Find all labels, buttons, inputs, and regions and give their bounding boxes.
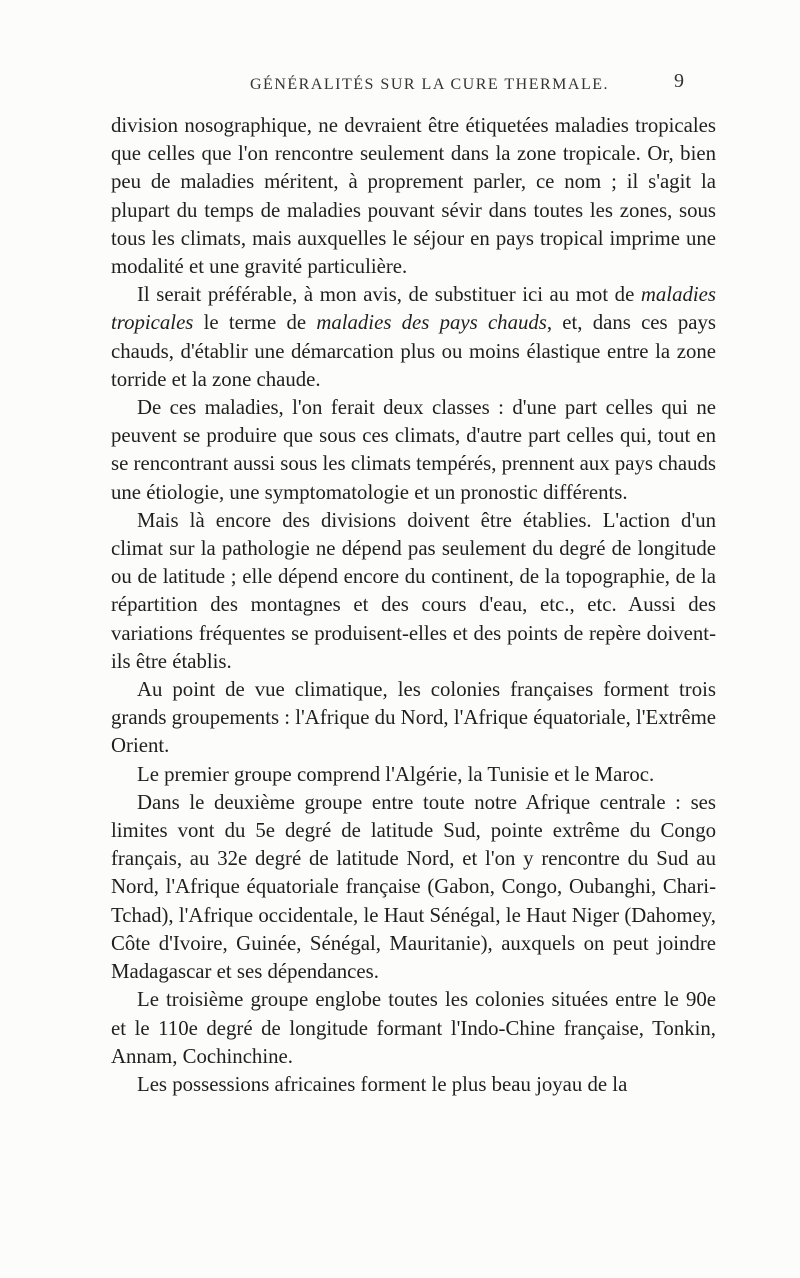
page-number: 9 xyxy=(674,70,684,92)
paragraph-2 xyxy=(111,281,716,394)
paragraph-2-end: , et, dans ces pays chauds, d'établir une démarcation plus ou moins élastique entre la zone torride et la zone chaude. xyxy=(111,311,716,391)
paragraph-2-start: Il serait préférable, à mon avis, de substituer ici au mot de xyxy=(137,283,641,307)
paragraph-9: Les possessions africaines forment le plus beau joyau de la xyxy=(137,1072,628,1096)
italic-term-pays-chauds: maladies des pays chauds xyxy=(316,311,547,335)
italic-term-tropical: maladies tropicales xyxy=(111,283,716,335)
paragraph-6: Le premier groupe comprend l'Algérie, la Tunisie et le Maroc. xyxy=(137,762,655,786)
paragraph-3: De ces maladies, l'on ferait deux classes : d'une part celles qui ne peuvent se produire que sous ces climats, d'autre part celles qui, tout en se rencontrant aussi sous les climats tempérés, prennent aux pays chauds une étiologie, une symptomatologie et un pronostic différents. xyxy=(111,396,716,504)
paragraph-5: Au point de vue climatique, les colonies françaises forment trois grands groupements : l'Afrique du Nord, l'Afrique équatoriale, l'Extrême Orient. xyxy=(111,678,716,758)
paragraph-1: division nosographique, ne devraient être étiquetées maladies tropicales que celles que l'on rencontre seulement dans la zone tropicale. Or, bien peu de maladies méritent, à proprement parler, ce nom ; il s'agit la plupart du temps de maladies pouvant sévir dans toutes les zones, sous tous les climats, mais auxquelles le séjour en pays tropical imprime une modalité et une gravité particulière. xyxy=(111,114,716,279)
paragraph-8: Le troisième groupe englobe toutes les colonies situées entre le 90e et le 110e degré de longitude formant l'Indo-Chine française, Tonkin, Annam, Cochinchine. xyxy=(111,988,716,1068)
body-text xyxy=(111,112,716,1099)
paragraph-2-middle: le terme de xyxy=(193,311,317,335)
running-head: GÉNÉRALITÉS SUR LA CURE THERMALE. xyxy=(250,76,609,93)
paragraph-4: Mais là encore des divisions doivent être établies. L'action d'un climat sur la pathologie ne dépend pas seulement du degré de longitude ou de latitude ; elle dépend encore du continent, de la topographie, de la répartition des montagnes et des cours d'eau, etc., etc. Aussi des variations fréquentes se produisent-elles et des points de repère doivent-ils être établis. xyxy=(111,508,716,673)
paragraph-7: Dans le deuxième groupe entre toute notre Afrique centrale : ses limites vont du 5e degré de latitude Sud, pointe extrême du Congo français, au 32e degré de latitude Nord, et l'on y rencontre du Sud au Nord, l'Afrique équatoriale française (Gabon, Congo, Oubanghi, Chari-Tchad), l'Afrique occidentale, le Haut Sénégal, le Haut Niger (Dahomey, Côte d'Ivoire, Guinée, Sénégal, Mauritanie), auxquels on peut joindre Madagascar et ses dépendances. xyxy=(111,790,716,984)
